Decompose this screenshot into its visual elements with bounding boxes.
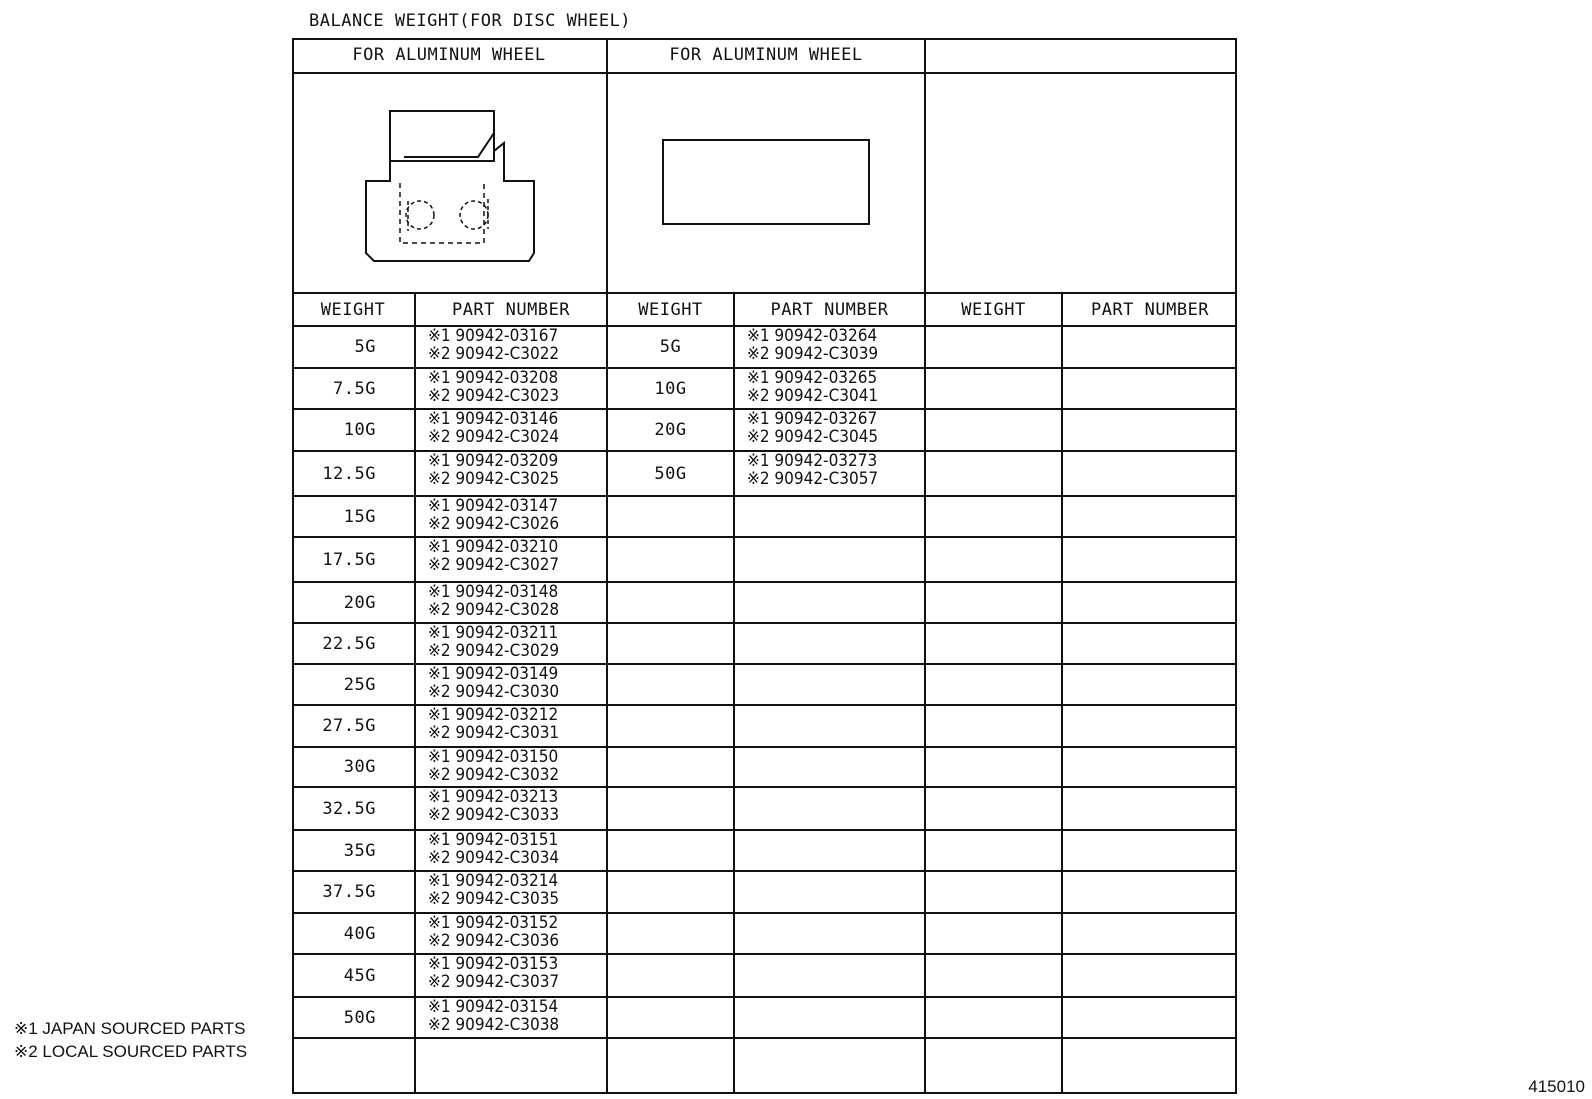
local-part-number: ※2 90942-C3039 bbox=[747, 344, 879, 364]
part-number-cell bbox=[416, 369, 608, 410]
weight-cell bbox=[608, 748, 735, 788]
part-number-cell bbox=[735, 788, 926, 831]
footnotes bbox=[14, 1017, 247, 1063]
weight-cell: 50G bbox=[292, 998, 416, 1039]
weight-cell bbox=[608, 497, 735, 538]
empty-cell bbox=[1063, 914, 1237, 955]
local-part-number: ※2 90942-C3030 bbox=[428, 682, 560, 702]
empty-cell bbox=[926, 452, 1063, 497]
part-number-column-header-1: PART NUMBER bbox=[416, 294, 608, 327]
empty-cell bbox=[1063, 955, 1237, 998]
weight-cell bbox=[608, 665, 735, 706]
part-number-cell bbox=[735, 624, 926, 665]
empty-cell bbox=[926, 327, 1063, 369]
weight-cell: 50G bbox=[608, 452, 735, 497]
empty-cell bbox=[926, 369, 1063, 410]
local-part-number: ※2 90942-C3023 bbox=[428, 386, 560, 406]
weight-cell: 12.5G bbox=[292, 452, 416, 497]
japan-part-number: ※1 90942-03147 bbox=[428, 496, 559, 516]
empty-cell bbox=[1063, 872, 1237, 914]
japan-part-number: ※1 90942-03151 bbox=[428, 830, 559, 850]
weight-cell bbox=[608, 998, 735, 1039]
local-part-number: ※2 90942-C3057 bbox=[747, 469, 879, 489]
local-part-number: ※2 90942-C3041 bbox=[747, 386, 879, 406]
empty-cell bbox=[926, 1039, 1063, 1094]
part-number-cell bbox=[416, 831, 608, 872]
weight-outline bbox=[366, 111, 534, 261]
empty-cell bbox=[926, 788, 1063, 831]
japan-part-number: ※1 90942-03154 bbox=[428, 997, 559, 1017]
local-part-number: ※2 90942-C3032 bbox=[428, 765, 560, 785]
empty-cell bbox=[926, 497, 1063, 538]
adhesive-weight-rect bbox=[663, 140, 869, 224]
local-part-number: ※2 90942-C3033 bbox=[428, 805, 560, 825]
empty-cell bbox=[1063, 1039, 1237, 1094]
weight-cell: 30G bbox=[292, 748, 416, 788]
weight-cell: 5G bbox=[608, 327, 735, 369]
part-number-cell bbox=[735, 452, 926, 497]
weight-cell: 10G bbox=[292, 410, 416, 452]
part-number-column-header-2: PART NUMBER bbox=[735, 294, 926, 327]
empty-cell bbox=[1063, 998, 1237, 1039]
local-part-number: ※2 90942-C3037 bbox=[428, 972, 560, 992]
empty-cell bbox=[926, 583, 1063, 624]
weight-hole-left bbox=[406, 201, 434, 229]
adhesive-weight-drawing bbox=[660, 137, 872, 229]
empty-cell bbox=[926, 538, 1063, 583]
weight-cell: 15G bbox=[292, 497, 416, 538]
japan-part-number: ※1 90942-03214 bbox=[428, 871, 559, 891]
japan-part-number: ※1 90942-03213 bbox=[428, 787, 559, 807]
clip-on-weight-drawing bbox=[354, 103, 544, 263]
part-number-cell bbox=[416, 497, 608, 538]
local-part-number: ※2 90942-C3024 bbox=[428, 427, 560, 447]
japan-part-number: ※1 90942-03146 bbox=[428, 409, 559, 429]
illustration-reference-number: 415010 bbox=[1528, 1077, 1585, 1096]
section-header-2: FOR ALUMINUM WHEEL bbox=[608, 38, 926, 74]
footnote-japan: ※1 JAPAN SOURCED PARTS bbox=[14, 1019, 246, 1038]
part-number-cell bbox=[416, 788, 608, 831]
japan-part-number: ※1 90942-03209 bbox=[428, 451, 559, 471]
japan-part-number: ※1 90942-03152 bbox=[428, 913, 559, 933]
local-part-number: ※2 90942-C3027 bbox=[428, 555, 560, 575]
weight-cell: 25G bbox=[292, 665, 416, 706]
weight-cell bbox=[608, 706, 735, 748]
empty-cell bbox=[1063, 624, 1237, 665]
japan-part-number: ※1 90942-03150 bbox=[428, 747, 559, 767]
part-number-cell bbox=[735, 914, 926, 955]
japan-part-number: ※1 90942-03148 bbox=[428, 582, 559, 602]
empty-cell bbox=[1063, 706, 1237, 748]
weight-column-header-3: WEIGHT bbox=[926, 294, 1063, 327]
weight-cell: 37.5G bbox=[292, 872, 416, 914]
part-number-cell bbox=[735, 831, 926, 872]
weight-cell: 7.5G bbox=[292, 369, 416, 410]
weight-cell: 10G bbox=[608, 369, 735, 410]
part-number-cell bbox=[735, 706, 926, 748]
part-number-cell bbox=[416, 955, 608, 998]
weight-cell: 32.5G bbox=[292, 788, 416, 831]
japan-part-number: ※1 90942-03212 bbox=[428, 705, 559, 725]
part-number-cell bbox=[735, 1039, 926, 1094]
clip-on-weight-illustration bbox=[292, 74, 608, 294]
empty-cell bbox=[1063, 538, 1237, 583]
local-part-number: ※2 90942-C3034 bbox=[428, 848, 560, 868]
part-number-cell bbox=[416, 998, 608, 1039]
japan-part-number: ※1 90942-03153 bbox=[428, 954, 559, 974]
empty-cell bbox=[926, 998, 1063, 1039]
part-number-cell bbox=[416, 624, 608, 665]
local-part-number: ※2 90942-C3031 bbox=[428, 723, 560, 743]
part-number-cell bbox=[416, 665, 608, 706]
part-number-cell bbox=[416, 706, 608, 748]
weight-cell: 35G bbox=[292, 831, 416, 872]
part-number-cell bbox=[416, 914, 608, 955]
section-header-3 bbox=[926, 38, 1237, 74]
part-number-cell bbox=[735, 369, 926, 410]
weight-cell: 22.5G bbox=[292, 624, 416, 665]
part-number-cell bbox=[735, 998, 926, 1039]
weight-column-header-2: WEIGHT bbox=[608, 294, 735, 327]
empty-cell bbox=[1063, 410, 1237, 452]
part-number-cell bbox=[735, 583, 926, 624]
empty-cell bbox=[1063, 583, 1237, 624]
weight-cell: 20G bbox=[608, 410, 735, 452]
adhesive-weight-illustration bbox=[608, 74, 926, 294]
weight-cell bbox=[608, 583, 735, 624]
japan-part-number: ※1 90942-03208 bbox=[428, 368, 559, 388]
local-part-number: ※2 90942-C3028 bbox=[428, 600, 560, 620]
weight-cell: 17.5G bbox=[292, 538, 416, 583]
local-part-number: ※2 90942-C3025 bbox=[428, 469, 560, 489]
balance-weight-table bbox=[292, 38, 1237, 1094]
clip-outline bbox=[390, 111, 494, 161]
page-title: BALANCE WEIGHT(FOR DISC WHEEL) bbox=[309, 11, 632, 31]
clip-edge bbox=[404, 133, 494, 157]
local-part-number: ※2 90942-C3036 bbox=[428, 931, 560, 951]
weight-cell bbox=[292, 1039, 416, 1094]
japan-part-number: ※1 90942-03149 bbox=[428, 664, 559, 684]
hidden-clip-lines bbox=[400, 183, 484, 243]
local-part-number: ※2 90942-C3029 bbox=[428, 641, 560, 661]
part-number-cell bbox=[416, 872, 608, 914]
empty-cell bbox=[926, 872, 1063, 914]
part-number-cell bbox=[416, 748, 608, 788]
empty-cell bbox=[926, 706, 1063, 748]
weight-cell bbox=[608, 1039, 735, 1094]
part-number-cell bbox=[416, 583, 608, 624]
empty-cell bbox=[1063, 665, 1237, 706]
weight-cell: 20G bbox=[292, 583, 416, 624]
empty-cell bbox=[1063, 788, 1237, 831]
empty-cell bbox=[926, 410, 1063, 452]
weight-column-header-1: WEIGHT bbox=[292, 294, 416, 327]
empty-cell bbox=[1063, 452, 1237, 497]
part-number-cell bbox=[735, 665, 926, 706]
empty-cell bbox=[1063, 831, 1237, 872]
part-number-cell bbox=[735, 748, 926, 788]
part-number-cell bbox=[735, 497, 926, 538]
part-number-cell bbox=[735, 955, 926, 998]
local-part-number: ※2 90942-C3038 bbox=[428, 1015, 560, 1035]
local-part-number: ※2 90942-C3035 bbox=[428, 889, 560, 909]
part-number-cell bbox=[735, 538, 926, 583]
part-number-cell bbox=[416, 410, 608, 452]
weight-cell bbox=[608, 538, 735, 583]
empty-cell bbox=[926, 624, 1063, 665]
local-part-number: ※2 90942-C3022 bbox=[428, 344, 560, 364]
empty-cell bbox=[926, 665, 1063, 706]
japan-part-number: ※1 90942-03265 bbox=[747, 368, 878, 388]
japan-part-number: ※1 90942-03167 bbox=[428, 326, 559, 346]
part-number-cell bbox=[735, 410, 926, 452]
japan-part-number: ※1 90942-03273 bbox=[747, 451, 878, 471]
empty-cell bbox=[1063, 327, 1237, 369]
weight-cell bbox=[608, 788, 735, 831]
weight-cell bbox=[608, 955, 735, 998]
empty-cell bbox=[1063, 497, 1237, 538]
hidden-edge-lines bbox=[408, 199, 488, 231]
footnote-local: ※2 LOCAL SOURCED PARTS bbox=[14, 1042, 248, 1061]
weight-cell: 45G bbox=[292, 955, 416, 998]
japan-part-number: ※1 90942-03210 bbox=[428, 537, 559, 557]
japan-part-number: ※1 90942-03211 bbox=[428, 623, 559, 643]
japan-part-number: ※1 90942-03264 bbox=[747, 326, 878, 346]
empty-cell bbox=[926, 955, 1063, 998]
part-number-cell bbox=[735, 327, 926, 369]
empty-cell bbox=[1063, 748, 1237, 788]
part-number-cell bbox=[735, 872, 926, 914]
weight-cell bbox=[608, 831, 735, 872]
empty-cell bbox=[926, 914, 1063, 955]
part-number-cell bbox=[416, 538, 608, 583]
local-part-number: ※2 90942-C3045 bbox=[747, 427, 879, 447]
weight-cell bbox=[608, 914, 735, 955]
empty-cell bbox=[926, 831, 1063, 872]
weight-cell bbox=[608, 872, 735, 914]
weight-cell: 27.5G bbox=[292, 706, 416, 748]
empty-cell bbox=[1063, 369, 1237, 410]
part-number-cell bbox=[416, 452, 608, 497]
part-number-cell bbox=[416, 1039, 608, 1094]
empty-cell bbox=[926, 748, 1063, 788]
weight-cell: 40G bbox=[292, 914, 416, 955]
weight-cell: 5G bbox=[292, 327, 416, 369]
weight-cell bbox=[608, 624, 735, 665]
part-number-column-header-3: PART NUMBER bbox=[1063, 294, 1237, 327]
local-part-number: ※2 90942-C3026 bbox=[428, 514, 560, 534]
section-header-1: FOR ALUMINUM WHEEL bbox=[292, 38, 608, 74]
part-number-cell bbox=[416, 327, 608, 369]
japan-part-number: ※1 90942-03267 bbox=[747, 409, 878, 429]
empty-illustration bbox=[926, 74, 1237, 294]
